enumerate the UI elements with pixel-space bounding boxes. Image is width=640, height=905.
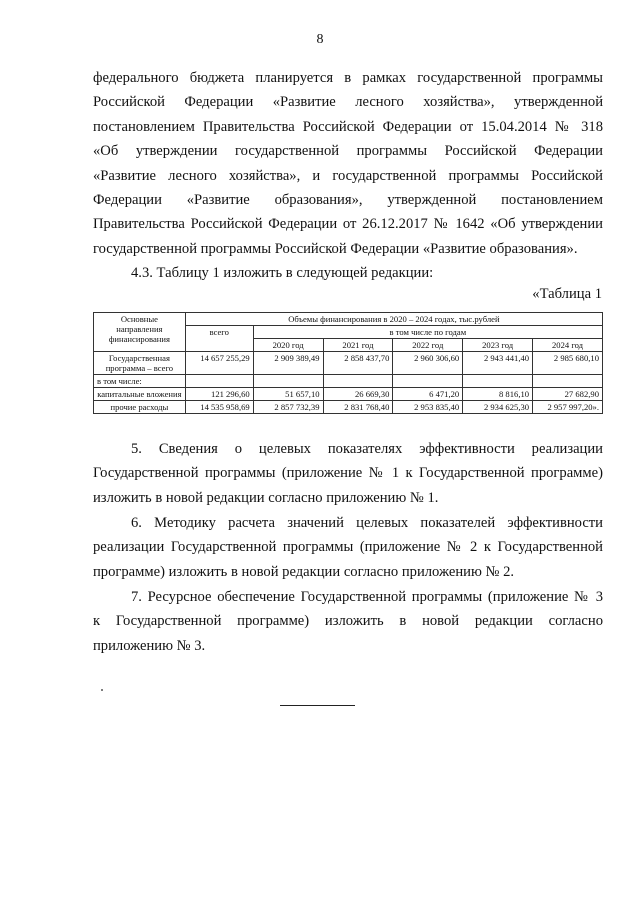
table-row (94, 388, 603, 401)
cell-value: 2 985 680,10 (533, 352, 603, 375)
cell-value: 6 471,20 (393, 388, 463, 401)
text-line: к Государственной программе) изложить в новой редакции согласно (93, 613, 603, 630)
header-by-years: в том числе по годам (253, 326, 602, 339)
cell-value: 2 943 441,40 (463, 352, 533, 375)
row-label: Государственная программа – всего (94, 352, 186, 375)
closing-separator-line (280, 705, 355, 706)
table-header-row (94, 313, 603, 326)
text-line: Федерации «Развитие образования», утвержденной постановлением (93, 192, 603, 209)
cell-value: 2 857 732,39 (253, 401, 323, 414)
cell-value (533, 375, 603, 388)
text-line: федерального бюджета планируется в рамках государственной программы (93, 70, 603, 86)
header-year: 2024 год (533, 339, 603, 352)
cell-value: 51 657,10 (253, 388, 323, 401)
header-volumes: Объемы финансирования в 2020 – 2024 годах, тыс.рублей (185, 313, 602, 326)
cell-value: 2 957 997,20». (533, 401, 603, 414)
text-line: «Об утверждении государственной программы Российской Федерации (93, 143, 603, 160)
row-label: в том числе: (94, 375, 186, 388)
header-year: 2020 год (253, 339, 323, 352)
cell-value: 8 816,10 (463, 388, 533, 401)
cell-total: 121 296,60 (185, 388, 253, 401)
text-line: постановлением Правительства Российской Федерации от 15.04.2014 № 318 (93, 118, 603, 135)
cell-value: 26 669,30 (323, 388, 393, 401)
text-line: программе) изложить в новой редакции согласно приложению № 2. (93, 563, 515, 580)
cell-value (253, 375, 323, 388)
cell-total (185, 375, 253, 388)
table-row (94, 375, 603, 388)
text-line: Государственной программы (приложение № 1 к Государственной программе) (93, 465, 603, 482)
table-row (94, 352, 603, 375)
cell-value (393, 375, 463, 388)
text-line: изложить в новой редакции согласно приложению № 1. (93, 489, 439, 506)
cell-value (463, 375, 533, 388)
scan-speck (101, 689, 103, 691)
text-line: 5. Сведения о целевых показателях эффективности реализации (131, 441, 603, 457)
paragraph-6 (93, 511, 603, 584)
row-label: прочие расходы (94, 401, 186, 414)
item-4-3 (93, 261, 603, 285)
text-line: Правительства Российской Федерации от 26.12.2017 № 1642 «Об утверждении (93, 216, 603, 233)
cell-value: 2 960 306,60 (393, 352, 463, 375)
header-year: 2022 год (393, 339, 463, 352)
text-line: реализации Государственной программы (приложение № 2 к Государственной (93, 539, 603, 556)
cell-total: 14 657 255,29 (185, 352, 253, 375)
paragraph-5 (93, 437, 603, 510)
text-line: государственной программы Российской Федерации «Развитие образования». (93, 240, 578, 257)
text-line: 4.3. Таблицу 1 изложить в следующей редакции: (131, 265, 434, 281)
text-line: «Развитие лесного хозяйства», и государственной программы Российской (93, 167, 603, 184)
header-year: 2021 год (323, 339, 393, 352)
cell-total: 14 535 958,69 (185, 401, 253, 414)
header-year: 2023 год (463, 339, 533, 352)
cell-value: 2 934 625,30 (463, 401, 533, 414)
cell-value: 2 831 768,40 (323, 401, 393, 414)
paragraph-funding-programs (93, 66, 603, 261)
table-row (94, 401, 603, 414)
cell-value (323, 375, 393, 388)
cell-value: 2 909 389,49 (253, 352, 323, 375)
paragraph-7 (93, 585, 603, 658)
row-label: капитальные вложения (94, 388, 186, 401)
text-line: приложению № 3. (93, 637, 206, 654)
text-line: Российской Федерации «Развитие лесного хозяйства», утвержденной (93, 94, 603, 111)
cell-value: 2 858 437,70 (323, 352, 393, 375)
funding-table (93, 312, 603, 414)
text-line: 6. Методику расчета значений целевых показателей эффективности (131, 515, 603, 531)
cell-value: 27 682,90 (533, 388, 603, 401)
page-number: 8 (316, 32, 324, 47)
text-line: 7. Ресурсное обеспечение Государственной программы (приложение № 3 (131, 589, 603, 605)
table-caption: «Таблица 1 (532, 286, 602, 302)
cell-value: 2 953 835,40 (393, 401, 463, 414)
header-main-directions: Основные направления финансирования (94, 313, 186, 352)
header-total: всего (185, 326, 253, 352)
